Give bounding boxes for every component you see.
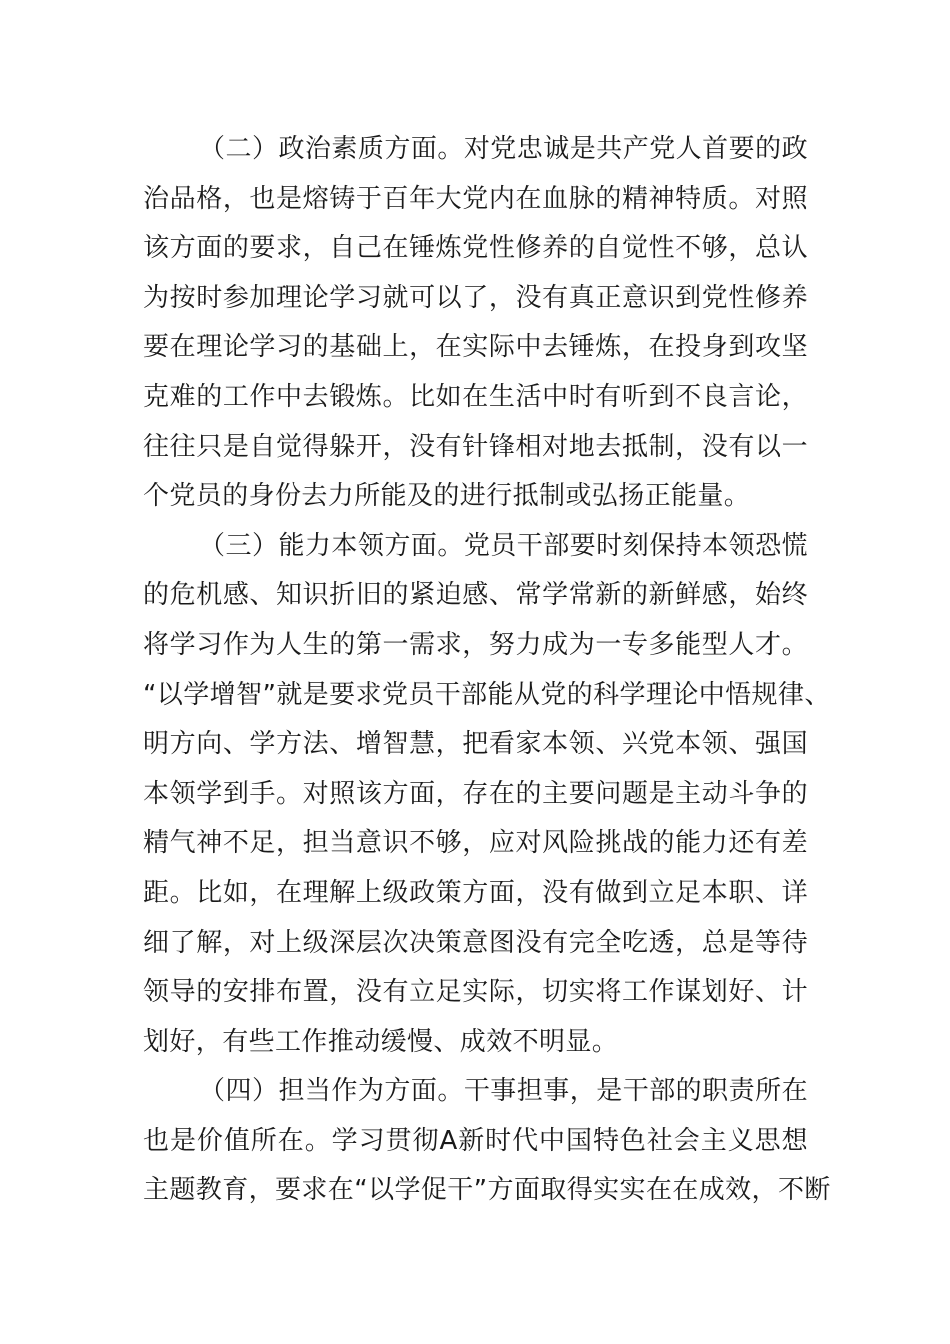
paragraph-4-line-2: 也是价值所在。学习贯彻A新时代中国特色社会主义思想: [143, 1125, 808, 1156]
paragraph-2-line-6: 克难的工作中去锻炼。比如在生活中时有听到不良言论，: [143, 381, 808, 412]
paragraph-3-line-2: 的危机感、知识折旧的紧迫感、常学常新的新鲜感，始终: [143, 580, 808, 611]
paragraph-2-line-2: 治品格，也是熔铸于百年大党内在血脉的精神特质。对照: [143, 183, 808, 214]
document-body: [143, 125, 831, 1216]
paragraph-4-line-3: 主题教育，要求在“以学促干”方面取得实实在在成效，不断: [143, 1175, 831, 1206]
paragraph-3-line-1: （三）能力本领方面。党员干部要时刻保持本领恐慌: [199, 530, 808, 561]
paragraph-2-line-3: 该方面的要求，自己在锤炼党性修养的自觉性不够，总认: [143, 233, 808, 264]
paragraph-4-line-1: （四）担当作为方面。干事担事，是干部的职责所在: [199, 1076, 808, 1107]
paragraph-2-line-5: 要在理论学习的基础上，在实际中去锤炼，在投身到攻坚: [143, 332, 808, 363]
paragraph-3-line-8: 距。比如，在理解上级政策方面，没有做到立足本职、详: [143, 877, 808, 908]
paragraph-3-line-6: 本领学到手。对照该方面，存在的主要问题是主动斗争的: [143, 778, 808, 809]
paragraph-2-line-7: 往往只是自觉得躲开，没有针锋相对地去抵制，没有以一: [143, 431, 808, 462]
paragraph-2-line-4: 为按时参加理论学习就可以了，没有真正意识到党性修养: [143, 282, 808, 313]
paragraph-3-line-4: “以学增智”就是要求党员干部能从党的科学理论中悟规律、: [143, 679, 831, 710]
paragraph-2-line-8: 个党员的身份去力所能及的进行抵制或弘扬正能量。: [143, 481, 751, 512]
paragraph-3-line-7: 精气神不足，担当意识不够，应对风险挑战的能力还有差: [143, 828, 808, 859]
paragraph-3-line-10: 领导的安排布置，没有立足实际，切实将工作谋划好、计: [143, 977, 808, 1008]
paragraph-2-line-1: （二）政治素质方面。对党忠诚是共产党人首要的政: [199, 134, 808, 164]
paragraph-3-line-9: 细了解，对上级深层次决策意图没有完全吃透，总是等待: [143, 927, 808, 958]
paragraph-3-line-5: 明方向、学方法、增智慧，把看家本领、兴党本领、强国: [143, 729, 808, 760]
paragraph-3-line-3: 将学习作为人生的第一需求，努力成为一专多能型人才。: [143, 629, 808, 660]
paragraph-3-line-11: 划好，有些工作推动缓慢、成效不明显。: [143, 1026, 619, 1057]
